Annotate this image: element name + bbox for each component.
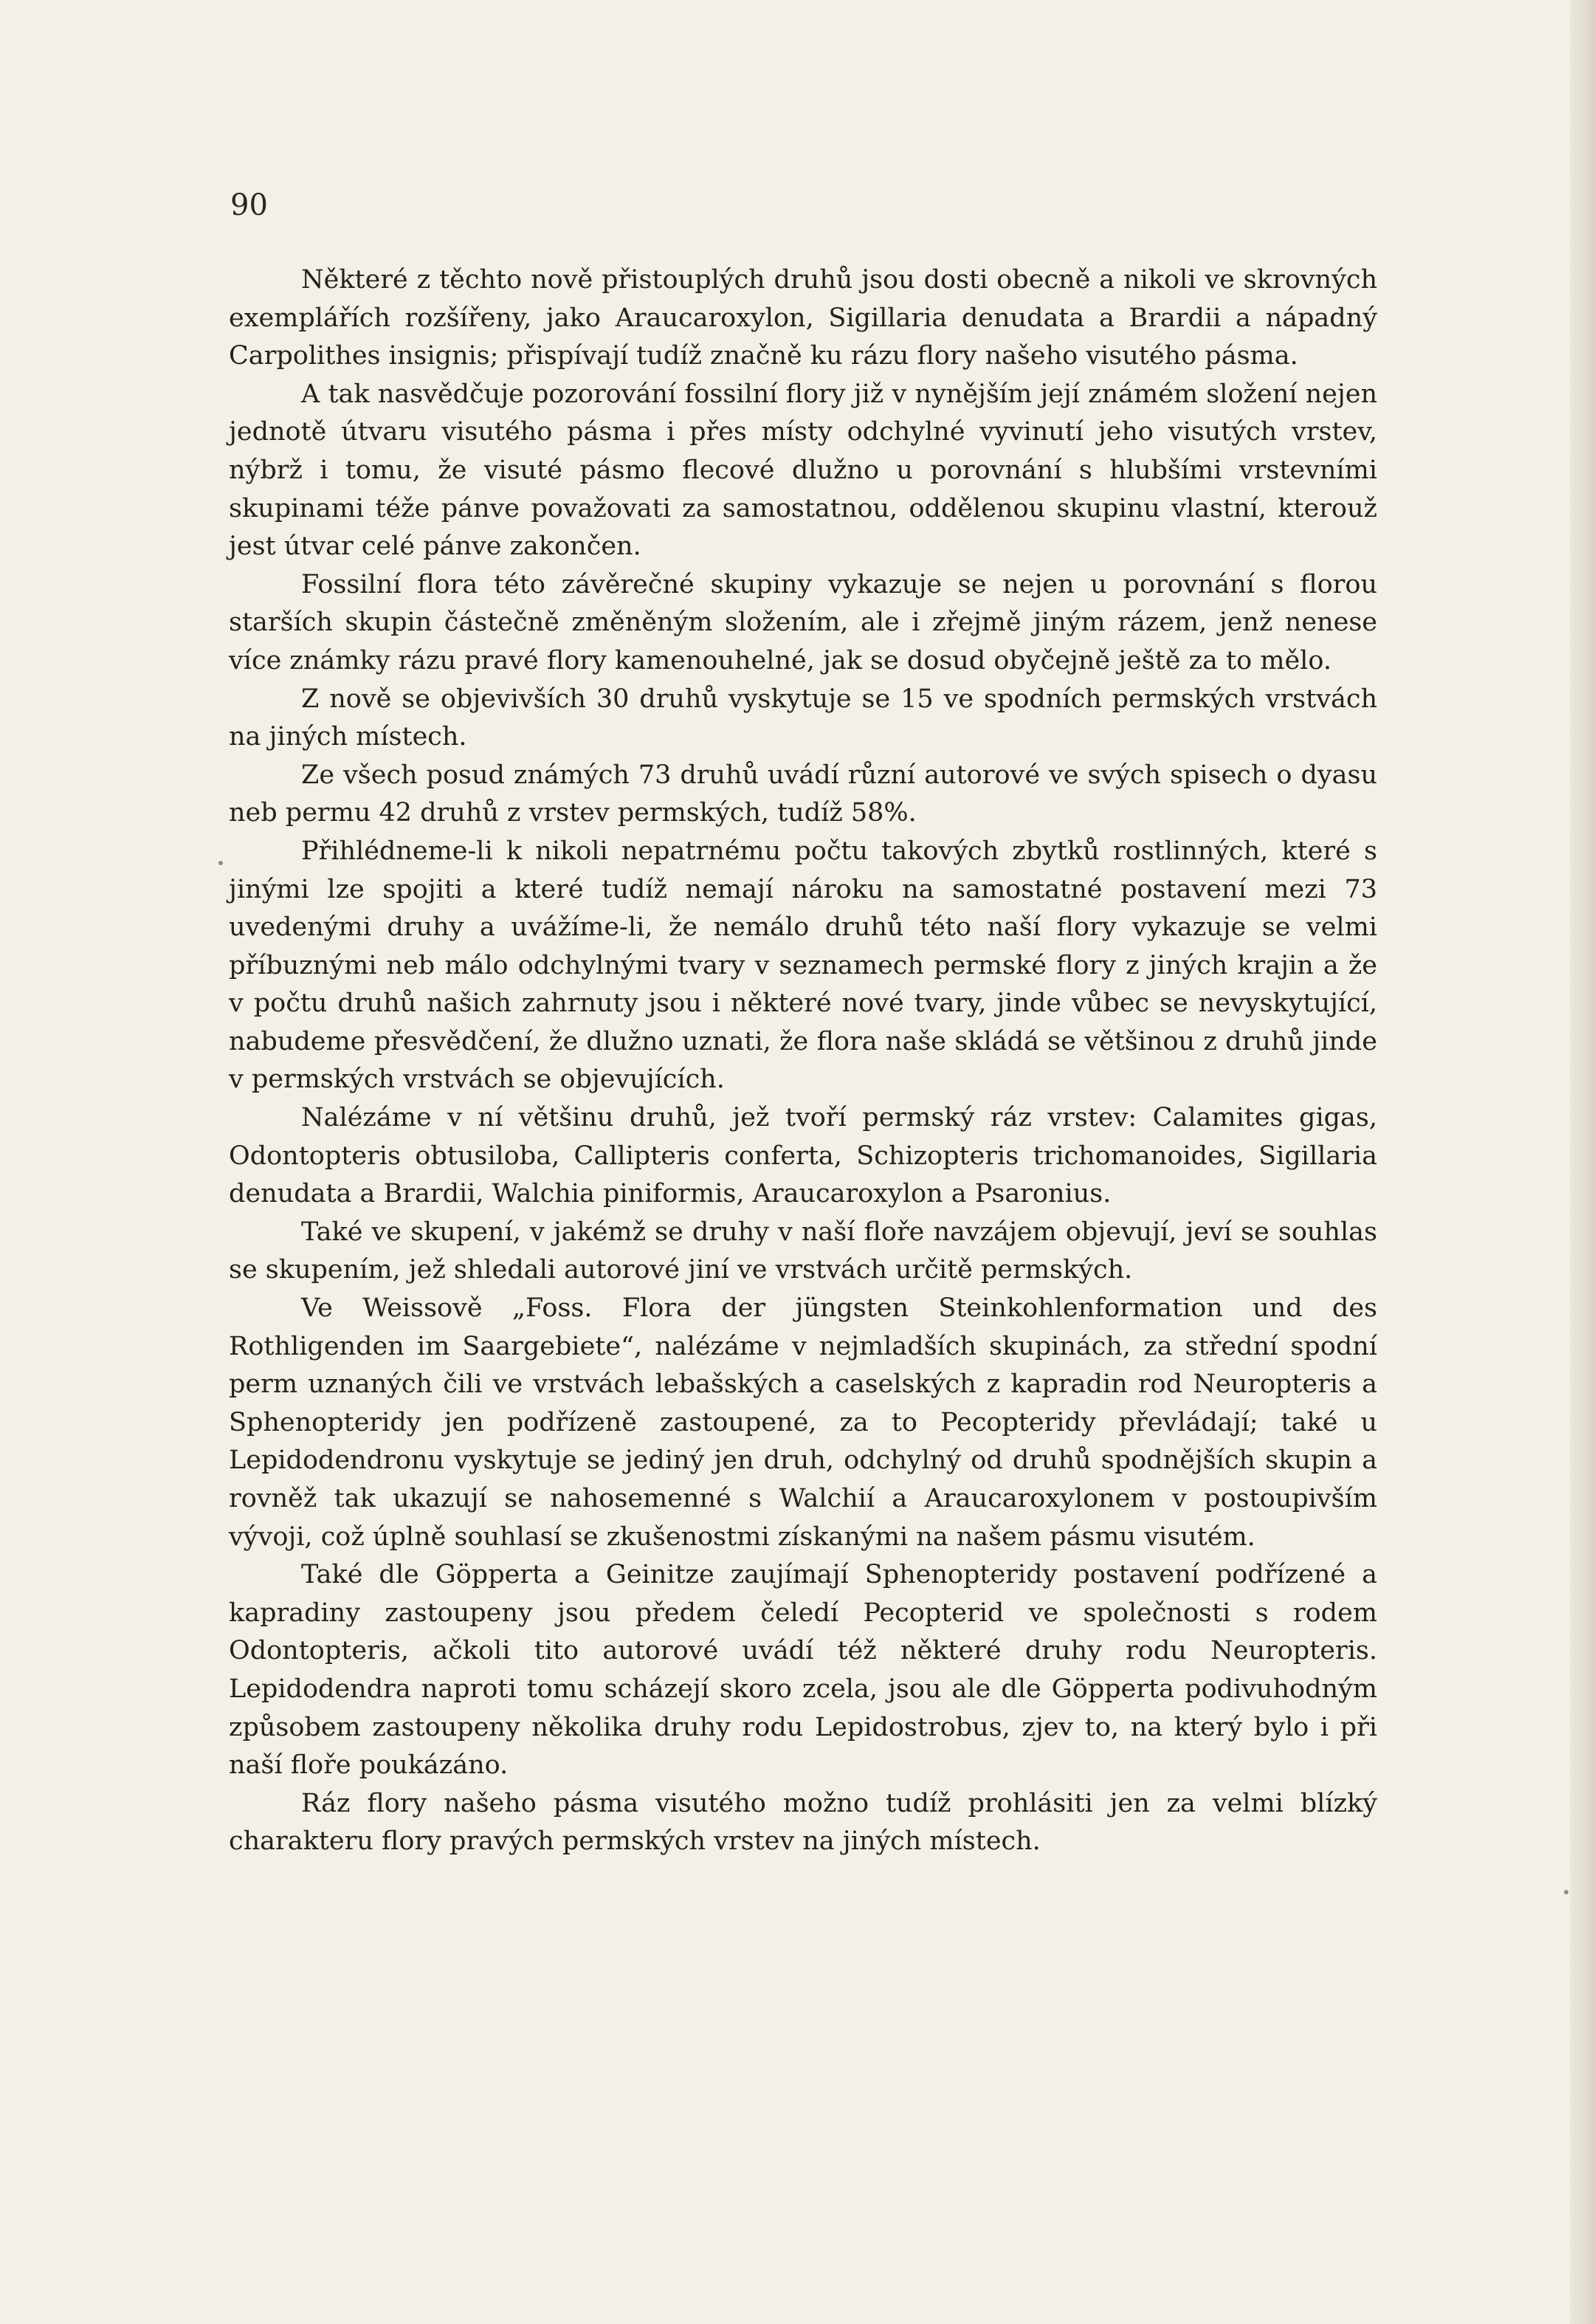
paragraph: Ve Weissově „Foss. Flora der jüngsten Steinkohlenformation und des Rothligenden im Saargebiete“, nalézáme v nejmladších skupinách, za střední spodní perm uznaných čili ve vrstvách lebašských a caselských z kapradin rod Neuropteris a Sphenopteridy jen podřízeně zastoupené, za to Pecopteridy převládají; také u Lepidodendronu vyskytuje se jediný jen druh, odchylný od druhů spodnějších skupin a rovněž tak ukazují se nahosemenné s Walchií a Araucaroxylonem v postoupivším vývoji, což úplně souhlasí se zkušenostmi získanými na našem pásmu visutém. — [229, 1293, 1377, 1552]
paragraph: Ze všech posud známých 73 druhů uvádí různí autorové ve svých spisech o dyasu neb permu 42 druhů z vrstev permských, tudíž 58%. — [229, 760, 1377, 828]
page-number: 90 — [230, 188, 268, 222]
paragraph: Také ve skupení, v jakémž se druhy v naší floře navzájem objevují, jeví se souhlas se skupením, jež shledali autorové jiní ve vrstvách určitě permských. — [229, 1217, 1377, 1285]
paragraph: Nalézáme v ní většinu druhů, jež tvoří permský ráz vrstev: Calamites gigas, Odontopteris obtusiloba, Callipteris conferta, Schizopteris trichomanoides, Sigillaria denudata a Brardii, Walchia piniformis, Araucaroxylon a Psaronius. — [229, 1103, 1377, 1209]
body-text — [229, 261, 1377, 1861]
page-edge-shadow — [1570, 0, 1595, 2324]
paragraph: Některé z těchto nově přistouplých druhů jsou dosti obecně a nikoli ve skrovných exemplářích rozšířeny, jako Araucaroxylon, Sigillaria denudata a Brardii a nápadný Carpolithes insignis; přispívají tudíž značně ku rázu flory našeho visutého pásma. — [229, 265, 1377, 371]
paragraph: Ráz flory našeho pásma visutého možno tudíž prohlásiti jen za velmi blízký charakteru flory pravých permských vrstev na jiných místech. — [229, 1788, 1377, 1857]
paragraph: Přihlédneme-li k nikoli nepatrnému počtu takových zbytků rostlinných, které s jinými lze spojiti a které tudíž nemají nároku na samostatné postavení mezi 73 uvedenými druhy a uvážíme-li, že nemálo druhů této naší flory vykazuje se velmi příbuznými neb málo odchylnými tvary v seznamech permské flory z jiných krajin a že v počtu druhů našich zahrnuty jsou i některé nové tvary, jinde vůbec se nevyskytující, nabudeme přesvědčení, že dlužno uznati, že flora naše skládá se většinou z druhů jinde v permských vrstvách se objevujících. — [229, 836, 1377, 1095]
paragraph: Také dle Göpperta a Geinitze zaujímají Sphenopteridy postavení podřízené a kapradiny zastoupeny jsou předem čeledí Pecopterid ve společnosti s rodem Odontopteris, ačkoli tito autorové uvádí též některé druhy rodu Neuropteris. Lepidodendra naproti tomu scházejí skoro zcela, jsou ale dle Göpperta podivuhodným způsobem zastoupeny několika druhy rodu Lepidostrobus, zjev to, na který bylo i při naší floře poukázáno. — [229, 1560, 1377, 1781]
ink-speck — [218, 861, 223, 865]
paragraph: Z nově se objevivších 30 druhů vyskytuje se 15 ve spodních permských vrstvách na jiných místech. — [229, 684, 1377, 752]
paragraph: Fossilní flora této závěrečné skupiny vykazuje se nejen u porovnání s florou starších skupin částečně změněným složením, ale i zřejmě jiným rázem, jenž nenese více známky rázu pravé flory kamenouhelné, jak se dosud obyčejně ještě za to mělo. — [229, 569, 1377, 675]
paragraph: A tak nasvědčuje pozorování fossilní flory již v nynějším její známém složení nejen jednotě útvaru visutého pásma i přes místy odchylné vyvinutí jeho visutých vrstev, nýbrž i tomu, že visuté pásmo flecové dlužno u porovnání s hlubšími vrstevními skupinami téže pánve považovati za samostatnou, oddělenou skupinu vlastní, kterouž jest útvar celé pánve zakončen. — [229, 379, 1377, 562]
ink-speck — [1564, 1890, 1568, 1894]
